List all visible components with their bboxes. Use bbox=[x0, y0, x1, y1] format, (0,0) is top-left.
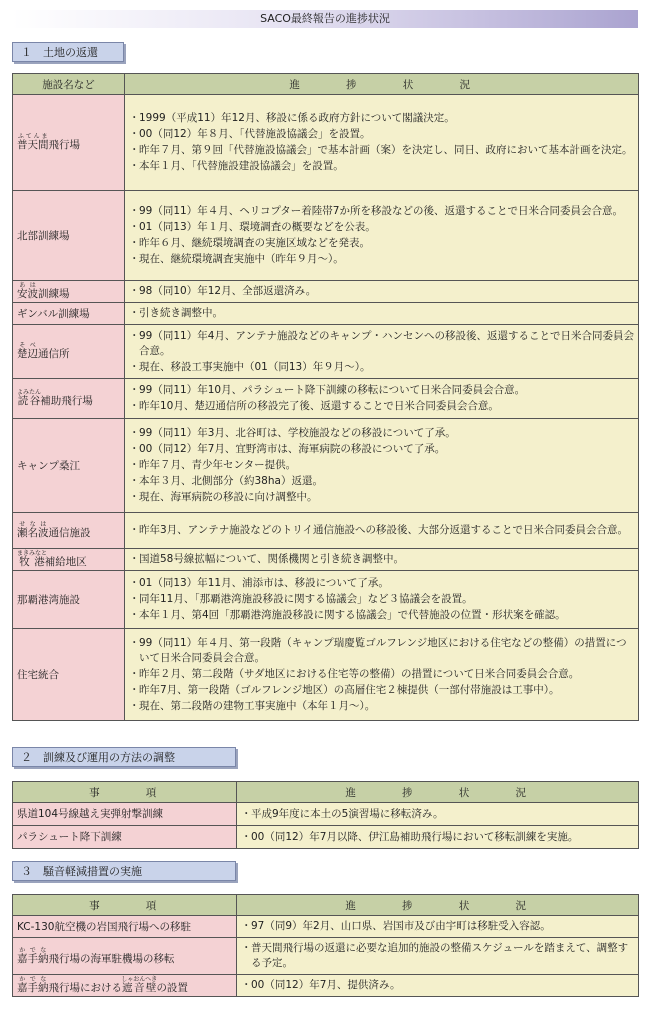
table-row bbox=[13, 826, 639, 849]
list-item: ・ 99（同11）年10月、パラシュート降下訓練の移転について日米合同委員会合意。 bbox=[129, 383, 634, 398]
column-header-progress: 進 捗 状 況 bbox=[237, 782, 639, 803]
list-item: ・ 01（同13）年11月、浦添市は、移設について了承。 bbox=[129, 576, 634, 591]
facility-name: 住宅統合 bbox=[13, 629, 125, 721]
table-header-row bbox=[13, 895, 639, 916]
facility-name: 普天間ふてんま飛行場 bbox=[13, 95, 125, 191]
list-item: ・ 昨年10月、楚辺通信所の移設完了後、返還することで日米合同委員会合意。 bbox=[129, 399, 634, 414]
list-item: ・ 昨年3月、アンテナ施設などのトリイ通信施設への移設後、大部分返還することで日米合同委員会合意。 bbox=[129, 523, 634, 538]
section-3-heading: ３ 騒音軽減措置の実施 bbox=[12, 861, 236, 881]
table-header-row bbox=[13, 74, 639, 95]
facility-name: 北部訓練場 bbox=[13, 191, 125, 281]
list-item: ・ 現在、継続環境調査実施中（昨年９月〜）。 bbox=[129, 252, 634, 267]
list-item: ・ 普天間飛行場の返還に必要な追加的施設の整備スケジュールを踏まえて、調整する予定。 bbox=[241, 941, 634, 971]
list-item: ・ 99（同11）年4月、アンテナ施設などのキャンプ・ハンセンへの移設後、返還することで日米合同委員会合意。 bbox=[129, 329, 634, 359]
list-item: ・ 00（同12）年８月、「代替施設協議会」を設置。 bbox=[129, 127, 634, 142]
table-row bbox=[13, 303, 639, 325]
list-item: ・ 昨年７月、第９回「代替施設協議会」で基本計画（案）を決定し、同日、政府において基本計画を決定。 bbox=[129, 143, 634, 158]
facility-name: キャンプ桑江 bbox=[13, 419, 125, 513]
column-header-progress: 進 捗 状 況 bbox=[237, 895, 639, 916]
item-name: KC-130航空機の岩国飛行場への移駐 bbox=[13, 916, 237, 938]
table-row bbox=[13, 281, 639, 303]
table-row bbox=[13, 629, 639, 721]
facility-name: 安波あは訓練場 bbox=[13, 281, 125, 303]
item-name: 嘉手納かでな飛行場の海軍駐機場の移転 bbox=[13, 938, 237, 975]
list-item: ・ 本年１月、「代替施設建設協議会」を設置。 bbox=[129, 159, 634, 174]
table-header-row bbox=[13, 782, 639, 803]
table-row bbox=[13, 571, 639, 629]
noise-reduction-table bbox=[12, 894, 639, 997]
list-item: ・ 昨年7月、第一段階（ゴルフレンジ地区）の高層住宅２棟提供（一部付帯施設は工事中）。 bbox=[129, 683, 634, 698]
item-name: 嘉手納かでな飛行場における遮音壁しゃおんへきの設置 bbox=[13, 975, 237, 997]
table-row bbox=[13, 379, 639, 419]
item-name: パラシュート降下訓練 bbox=[13, 826, 237, 849]
table-row bbox=[13, 325, 639, 379]
land-return-table bbox=[12, 73, 639, 721]
facility-name: ギンバル訓練場 bbox=[13, 303, 125, 325]
list-item: ・ 同年11月、「那覇港湾施設移設に関する協議会」など３協議会を設置。 bbox=[129, 592, 634, 607]
column-header-item: 事 項 bbox=[13, 895, 237, 916]
list-item: ・ 昨年６月、継続環境調査の実施区域などを発表。 bbox=[129, 236, 634, 251]
list-item: ・ 現在、移設工事実施中（01（同13）年９月〜）。 bbox=[129, 360, 634, 375]
list-item: ・ 00（同12）年7月以降、伊江島補助飛行場において移転訓練を実施。 bbox=[241, 830, 634, 845]
table-row bbox=[13, 803, 639, 826]
list-item: ・ 平成9年度に本土の5演習場に移転済み。 bbox=[241, 807, 634, 822]
table-row bbox=[13, 95, 639, 191]
section-1-heading: １ 土地の返還 bbox=[12, 42, 124, 62]
training-adjustment-table bbox=[12, 781, 639, 849]
list-item: ・ 国道58号線拡幅について、関係機関と引き続き調整中。 bbox=[129, 552, 634, 567]
section-2-heading: ２ 訓練及び運用の方法の調整 bbox=[12, 747, 236, 767]
column-header-facility: 施設名など bbox=[13, 74, 125, 95]
list-item: ・ 本年３月、北側部分（約38ha）返還。 bbox=[129, 474, 634, 489]
table-row bbox=[13, 191, 639, 281]
list-item: ・ 00（同12）年7月、提供済み。 bbox=[241, 978, 634, 993]
table-row bbox=[13, 938, 639, 975]
list-item: ・ 現在、海軍病院の移設に向け調整中。 bbox=[129, 490, 634, 505]
list-item: ・ 99（同11）年3月、北谷町は、学校施設などの移設について了承。 bbox=[129, 426, 634, 441]
list-item: ・ 99（同11）年４月、第一段階（キャンプ瑞慶覧ゴルフレンジ地区における住宅などの整備）の措置について日米合同委員会合意。 bbox=[129, 636, 634, 666]
list-item: ・ 97（同9）年2月、山口県、岩国市及び由宇町は移駐受入容認。 bbox=[241, 919, 634, 934]
page-title: SACO最終報告の進捗状況 bbox=[12, 10, 638, 28]
column-header-item: 事 項 bbox=[13, 782, 237, 803]
list-item: ・ 引き続き調整中。 bbox=[129, 306, 634, 321]
facility-name: 読谷よみたん補助飛行場 bbox=[13, 379, 125, 419]
table-row bbox=[13, 916, 639, 938]
item-name: 県道104号線越え実弾射撃訓練 bbox=[13, 803, 237, 826]
column-header-progress: 進 捗 状 況 bbox=[125, 74, 639, 95]
table-row bbox=[13, 975, 639, 997]
table-row bbox=[13, 513, 639, 549]
facility-name: 瀬名波せなは通信施設 bbox=[13, 513, 125, 549]
facility-name: 楚辺そべ通信所 bbox=[13, 325, 125, 379]
list-item: ・ 98（同10）年12月、全部返還済み。 bbox=[129, 284, 634, 299]
list-item: ・ 本年１月、第4回「那覇港湾施設移設に関する協議会」で代替施設の位置・形状案を確認。 bbox=[129, 608, 634, 623]
list-item: ・ 昨年２月、第二段階（サダ地区における住宅等の整備）の措置について日米合同委員会合意。 bbox=[129, 667, 634, 682]
list-item: ・ 現在、第二段階の建物工事実施中（本年１月〜）。 bbox=[129, 699, 634, 714]
list-item: ・ 1999（平成11）年12月、移設に係る政府方針について閣議決定。 bbox=[129, 111, 634, 126]
list-item: ・ 昨年７月、青少年センター提供。 bbox=[129, 458, 634, 473]
list-item: ・ 01（同13）年１月、環境調査の概要などを公表。 bbox=[129, 220, 634, 235]
list-item: ・ 99（同11）年４月、ヘリコプター着陸帯7か所を移設などの後、返還することで日米合同委員会合意。 bbox=[129, 204, 634, 219]
facility-name: 牧港まきみなと補給地区 bbox=[13, 549, 125, 571]
list-item: ・ 00（同12）年7月、宜野湾市は、海軍病院の移設について了承。 bbox=[129, 442, 634, 457]
facility-name: 那覇港湾施設 bbox=[13, 571, 125, 629]
table-row bbox=[13, 419, 639, 513]
table-row bbox=[13, 549, 639, 571]
